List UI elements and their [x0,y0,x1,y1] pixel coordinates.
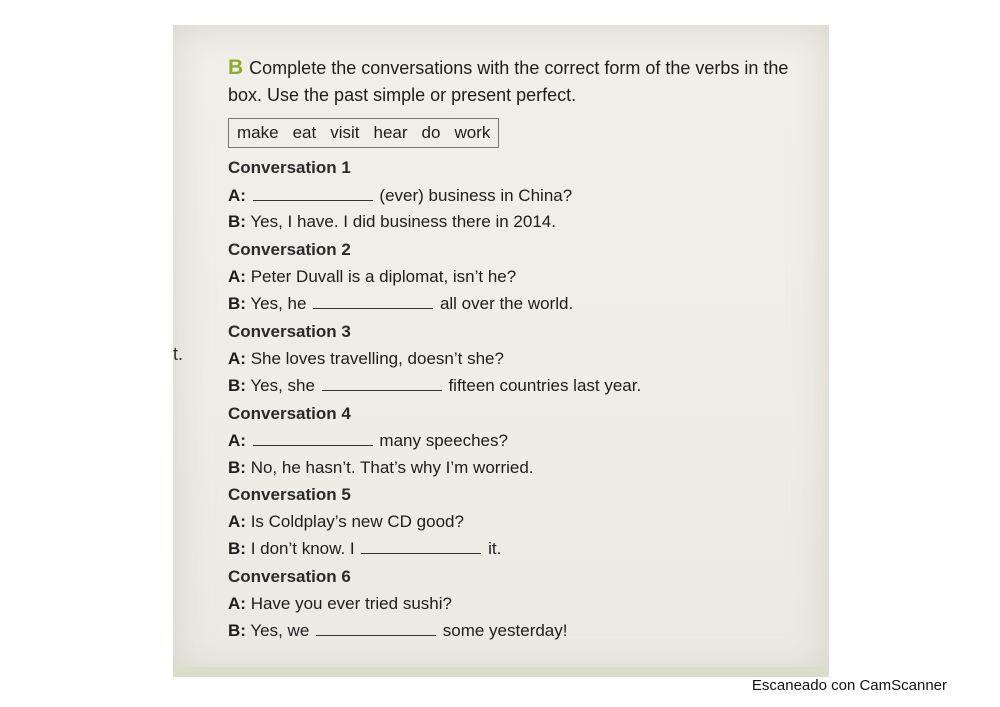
line-text: Yes, he [250,294,307,313]
conversation-title: Conversation 6 [228,567,351,586]
speaker-label: A: [228,267,246,286]
line-text: Is Coldplay’s new CD good? [250,512,464,531]
verb-item: eat [292,123,317,142]
line-text: Peter Duvall is a diplomat, isn’t he? [250,267,517,286]
speaker-label: B: [228,621,246,640]
conversation-line [228,376,641,396]
line-text: She loves travelling, doesn’t she? [250,349,504,368]
line-text: it. [488,539,502,558]
conversation-title: Conversation 4 [228,404,351,423]
speaker-label: A: [228,186,246,205]
conversation-line [228,621,568,641]
scanner-watermark: Escaneado con CamScanner [751,677,947,694]
speaker-label: B: [228,458,246,477]
conversation-line [228,294,573,314]
verb-item: visit [330,123,360,142]
conversation-line [228,349,504,369]
conversation-line [228,186,572,206]
conversation-line [228,594,452,614]
exercise-letter: B [228,56,244,79]
speaker-label: A: [228,349,246,368]
verb-box [228,118,499,148]
conversation-line [228,212,556,232]
conversation-line [228,539,501,559]
line-text: Have you ever tried sushi? [250,594,452,613]
conversation-line [228,267,516,287]
line-text: Yes, I have. I did business there in 2014. [250,212,556,231]
exercise-instructions: Complete the conversations with the correct form of the verbs in the box. Use the past simple or present perfect. [228,58,789,105]
line-text: all over the world. [439,294,574,313]
answer-blank[interactable] [313,294,433,309]
answer-blank[interactable] [253,431,373,446]
margin-mark: t. [173,344,184,364]
speaker-label: B: [228,539,246,558]
conversation-line [228,512,464,532]
verb-item: work [454,123,491,142]
conversation-line [228,458,534,478]
conversation-title: Conversation 3 [228,322,351,341]
verb-item: do [421,123,441,142]
answer-blank[interactable] [316,621,436,636]
line-text: many speeches? [379,431,508,450]
speaker-label: A: [228,431,246,450]
verb-item: make [237,123,279,142]
speaker-label: A: [228,512,246,531]
line-text: fifteen countries last year. [448,376,642,395]
speaker-label: B: [228,376,246,395]
exercise-heading [228,54,808,109]
line-text: (ever) business in China? [379,186,573,205]
conversation-title: Conversation 1 [228,158,351,177]
line-text: I don’t know. I [250,539,355,558]
conversation-line [228,431,508,451]
line-text: Yes, we [250,621,310,640]
line-text: some yesterday! [442,621,568,640]
conversation-title: Conversation 2 [228,240,351,259]
answer-blank[interactable] [361,539,481,554]
answer-blank[interactable] [322,376,442,391]
conversation-title: Conversation 5 [228,485,351,504]
answer-blank[interactable] [253,186,373,201]
line-text: Yes, she [250,376,315,395]
speaker-label: A: [228,594,246,613]
line-text: No, he hasn’t. That’s why I’m worried. [250,458,534,477]
speaker-label: B: [228,212,246,231]
speaker-label: B: [228,294,246,313]
scan-edge [173,667,829,677]
verb-item: hear [373,123,408,142]
